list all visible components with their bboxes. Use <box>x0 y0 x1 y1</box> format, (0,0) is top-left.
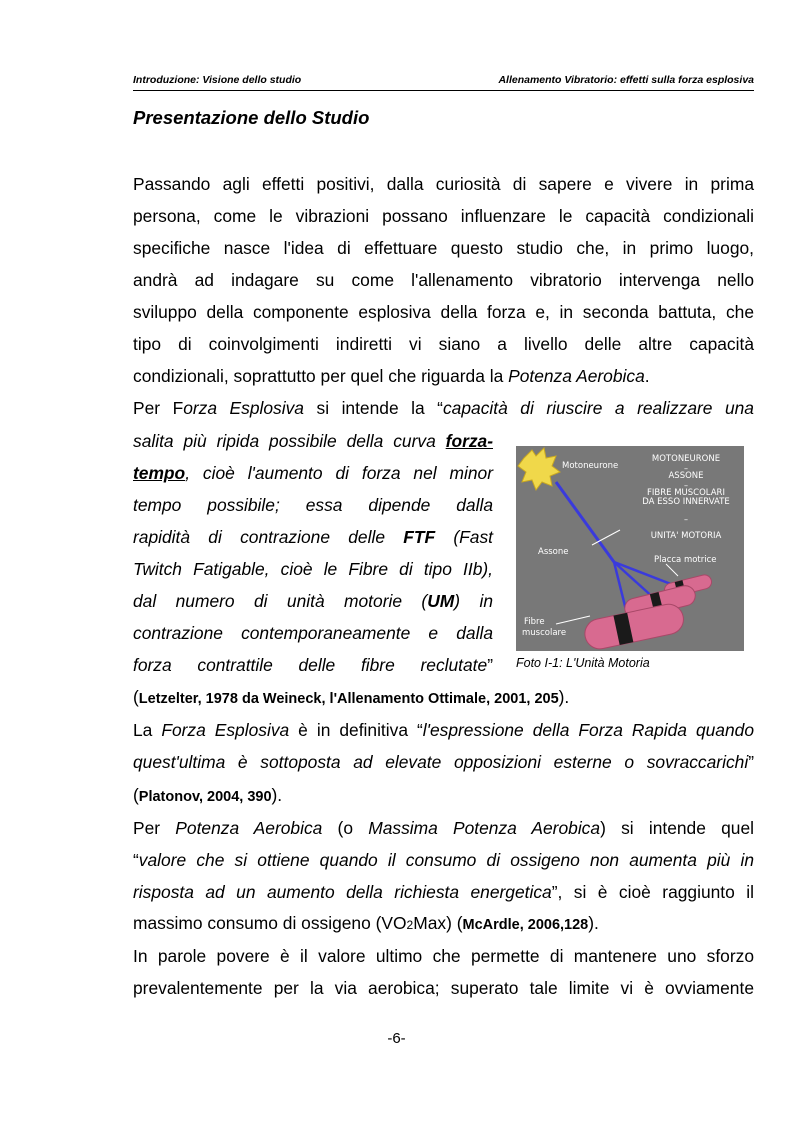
page-header <box>133 74 754 91</box>
body-line: Per Forza Esplosiva si intende la “capacità di riuscire a realizzare una <box>133 398 754 418</box>
body-line: Twitch Fatigable, cioè le Fibre di tipo IIb), <box>133 559 493 579</box>
body-line: contrazione contemporaneamente e dalla <box>133 623 493 643</box>
label-assone-heading: ASSONE <box>668 471 704 481</box>
label-fibre: muscolare <box>522 628 567 638</box>
body-line: “valore che si ottiene quando il consumo di ossigeno non aumenta più in <box>133 850 754 870</box>
label-fibre: Fibre <box>524 617 545 627</box>
body-line: tempo possibile; essa dipende dalla <box>133 495 493 515</box>
label-fibre-heading: DA ESSO INNERVATE <box>642 497 730 507</box>
body-line: tipo di coinvolgimenti indiretti vi siano a livello delle altre capacità <box>133 334 754 354</box>
body-line: salita più ripida possibile della curva forza- <box>133 431 493 451</box>
body-line: In parole povere è il valore ultimo che permette di mantenere uno sforzo <box>133 946 754 966</box>
label-placca: Placca motrice <box>654 555 717 565</box>
body-line: rapidità di contrazione delle FTF (Fast <box>133 527 493 547</box>
body-line: prevalentemente per la via aerobica; superato tale limite vi è ovviamente <box>133 978 754 998</box>
citation-line: (Letzelter, 1978 da Weineck, l'Allenamento Ottimale, 2001, 205). <box>133 687 570 707</box>
forza-tempo-term: tempo <box>133 463 186 483</box>
body-line: sviluppo della componente esplosiva della forza e, in seconda battuta, che <box>133 302 754 322</box>
body-line: Per Potenza Aerobica (o Massima Potenza Aerobica) si intende quel <box>133 818 755 838</box>
label-motoneurone: Motoneurone <box>562 461 619 471</box>
label-fibre-heading: FIBRE MUSCOLARI <box>647 488 725 498</box>
body-line: dal numero di unità motorie (UM) in <box>133 591 493 611</box>
forza-tempo-term: forza- <box>445 431 493 451</box>
label-assone: Assone <box>538 547 569 557</box>
body-line: condizionali, soprattutto per quel che riguarda la Potenza Aerobica. <box>133 366 650 386</box>
label-dash: – <box>684 464 688 473</box>
figure-caption: Foto I-1: L'Unità Motoria <box>516 656 650 670</box>
body-line: specifiche nasce l'idea di effettuare questo studio che, in primo luogo, <box>133 238 754 258</box>
citation: Letzelter, 1978 da Weineck, l'Allenamento Ottimale, 2001, 205 <box>138 691 559 707</box>
header-right: Allenamento Vibratorio: effetti sulla forza esplosiva <box>498 74 754 86</box>
page-number: -6- <box>387 1030 406 1047</box>
label-dash: – <box>684 515 688 524</box>
body-line: La Forza Esplosiva è in definitiva “l'espressione della Forza Rapida quando <box>133 720 754 740</box>
body-line: forza contrattile delle fibre reclutate” <box>133 655 493 675</box>
citation-line: (Platonov, 2004, 390). <box>133 785 283 805</box>
citation: Platonov, 2004, 390 <box>138 789 272 805</box>
section-title: Presentazione dello Studio <box>133 107 370 128</box>
body-line: massimo consumo di ossigeno (VO2Max) (McArdle, 2006,128). <box>133 913 599 933</box>
citation: McArdle, 2006,128 <box>462 917 589 933</box>
motor-unit-figure <box>516 446 744 651</box>
body-line: tempo, cioè l'aumento di forza nel minor <box>133 463 493 483</box>
body-line: risposta ad un aumento della richiesta energetica”, si è cioè raggiunto il <box>133 882 754 902</box>
label-dash: – <box>684 481 688 490</box>
motor-unit-illustration <box>516 446 744 651</box>
header-left: Introduzione: Visione dello studio <box>133 74 302 86</box>
label-motoneurone-heading: MOTONEURONE <box>651 454 721 464</box>
body-line: Passando agli effetti positivi, dalla curiosità di sapere e vivere in prima <box>133 174 754 194</box>
label-unita-heading: UNITA' MOTORIA <box>650 531 722 541</box>
body-line: andrà ad indagare su come l'allenamento vibratorio intervenga nello <box>133 270 754 290</box>
body-line: quest'ultima è sottoposta ad elevate opposizioni esterne o sovraccarichi” <box>133 752 754 772</box>
body-line: persona, come le vibrazioni possano influenzare le capacità condizionali <box>133 206 754 226</box>
